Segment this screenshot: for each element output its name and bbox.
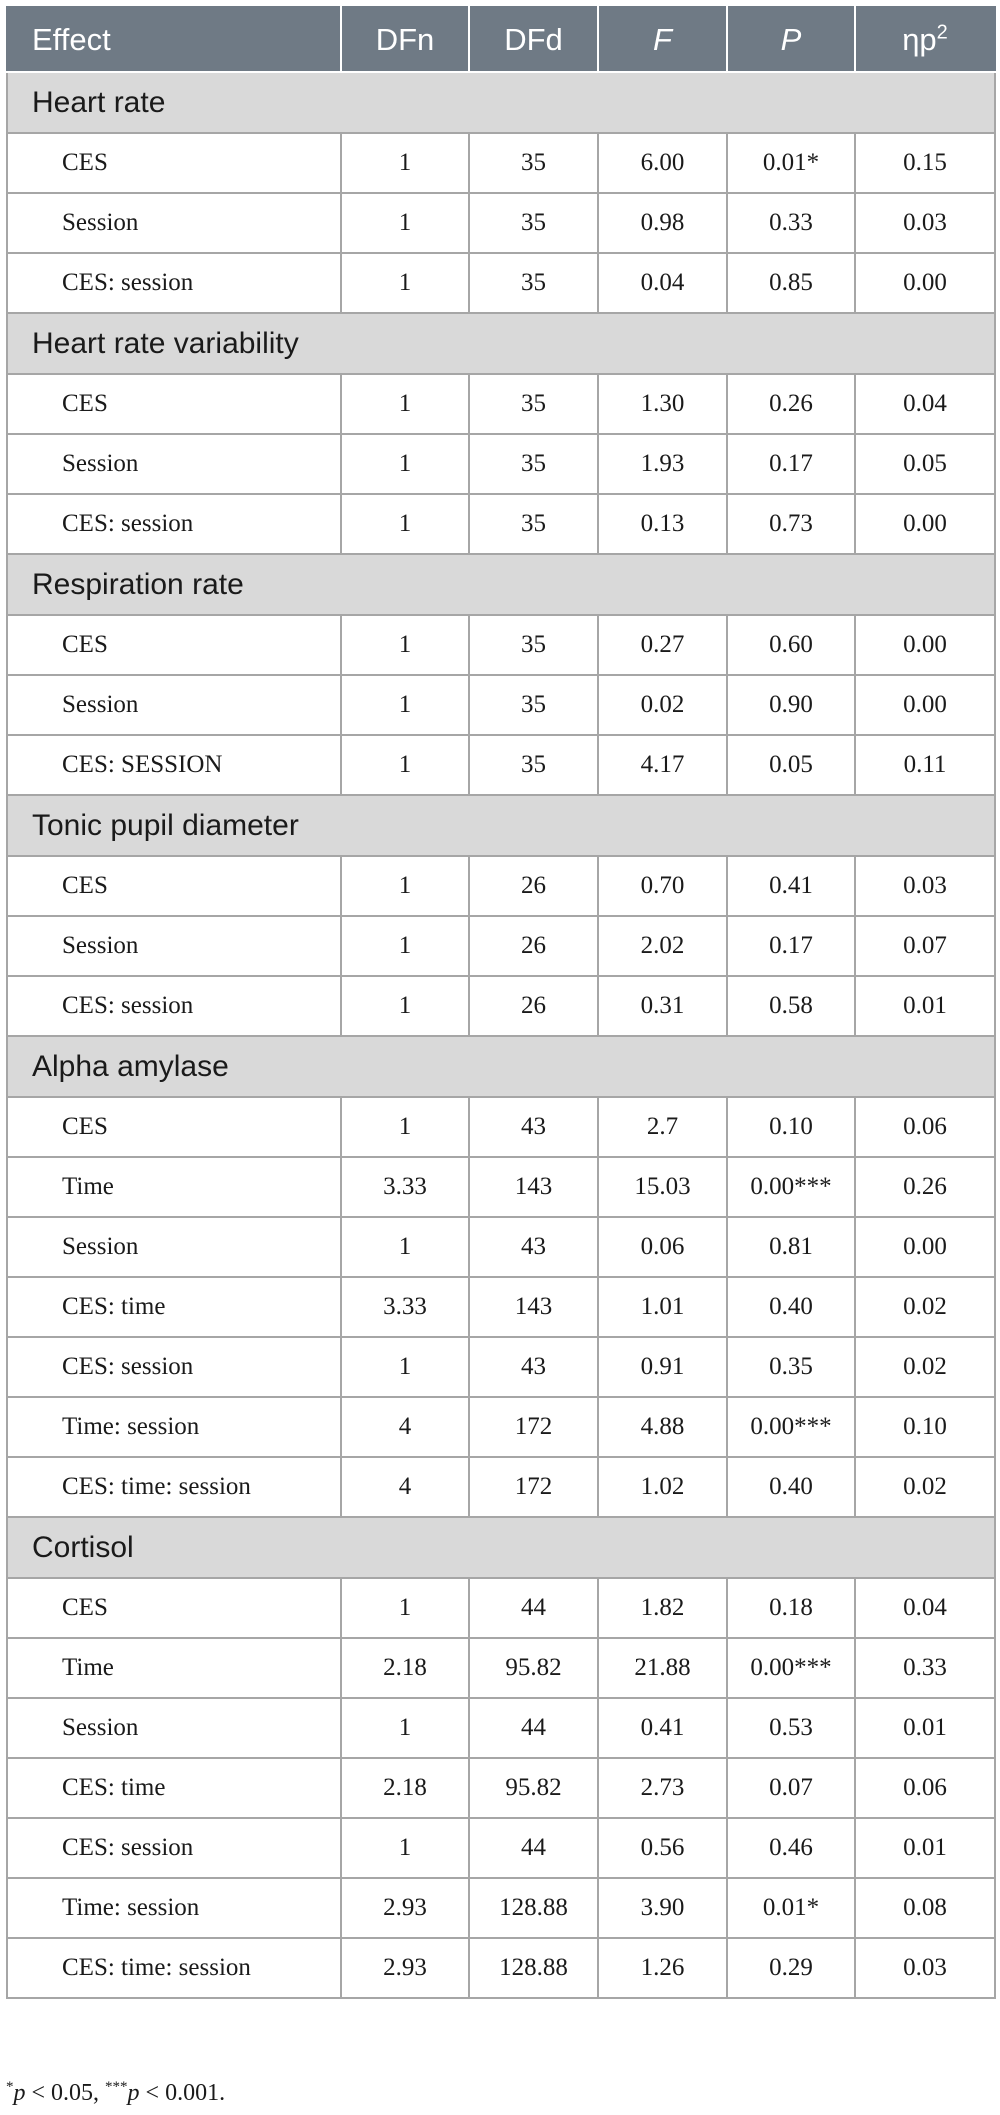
cell-eta: 0.02 xyxy=(855,1457,995,1517)
cell-p: 0.90 xyxy=(727,675,855,735)
cell-dfd: 43 xyxy=(469,1337,598,1397)
group-header-row xyxy=(7,1517,995,1578)
cell-dfd: 26 xyxy=(469,976,598,1036)
cell-p: 0.18 xyxy=(727,1578,855,1638)
cell-eta: 0.07 xyxy=(855,916,995,976)
group-header-row xyxy=(7,72,995,133)
cell-effect: CES: time: session xyxy=(7,1938,341,1998)
table-row xyxy=(7,1397,995,1457)
cell-p: 0.40 xyxy=(727,1457,855,1517)
cell-dfd: 128.88 xyxy=(469,1938,598,1998)
cell-eta: 0.00 xyxy=(855,253,995,313)
cell-effect: CES xyxy=(7,615,341,675)
table-row xyxy=(7,675,995,735)
cell-effect: Time xyxy=(7,1638,341,1698)
cell-effect: CES: session xyxy=(7,494,341,554)
cell-effect: Session xyxy=(7,434,341,494)
group-header-row xyxy=(7,313,995,374)
cell-effect: CES xyxy=(7,856,341,916)
cell-dfd: 143 xyxy=(469,1277,598,1337)
cell-eta: 0.00 xyxy=(855,615,995,675)
cell-effect: CES: time xyxy=(7,1277,341,1337)
cell-eta: 0.06 xyxy=(855,1097,995,1157)
group-title: Respiration rate xyxy=(7,554,995,615)
table-row xyxy=(7,374,995,434)
cell-dfd: 35 xyxy=(469,193,598,253)
group-title: Alpha amylase xyxy=(7,1036,995,1097)
table-footnote xyxy=(6,2080,225,2107)
cell-dfn: 1 xyxy=(341,434,469,494)
group-header-row xyxy=(7,795,995,856)
cell-eta: 0.00 xyxy=(855,494,995,554)
group-header-row xyxy=(7,1036,995,1097)
cell-eta: 0.05 xyxy=(855,434,995,494)
table-row xyxy=(7,133,995,193)
cell-p: 0.58 xyxy=(727,976,855,1036)
cell-dfn: 1 xyxy=(341,976,469,1036)
cell-dfn: 4 xyxy=(341,1457,469,1517)
cell-f: 1.30 xyxy=(598,374,727,434)
table-row xyxy=(7,1938,995,1998)
cell-dfn: 2.18 xyxy=(341,1758,469,1818)
cell-f: 0.41 xyxy=(598,1698,727,1758)
table-row xyxy=(7,1457,995,1517)
table-row xyxy=(7,1638,995,1698)
table-row xyxy=(7,1578,995,1638)
header-eta-squared xyxy=(855,7,995,72)
cell-f: 1.01 xyxy=(598,1277,727,1337)
cell-p: 0.35 xyxy=(727,1337,855,1397)
table-row xyxy=(7,1337,995,1397)
cell-f: 1.02 xyxy=(598,1457,727,1517)
footnote-star-single: * xyxy=(6,2079,14,2095)
footnote-text-2: < 0.001. xyxy=(139,2080,226,2106)
cell-effect: Session xyxy=(7,193,341,253)
cell-p: 0.10 xyxy=(727,1097,855,1157)
cell-dfd: 95.82 xyxy=(469,1758,598,1818)
cell-p: 0.60 xyxy=(727,615,855,675)
header-eta-sup: 2 xyxy=(936,21,948,44)
cell-f: 1.26 xyxy=(598,1938,727,1998)
cell-p: 0.05 xyxy=(727,735,855,795)
cell-p: 0.17 xyxy=(727,434,855,494)
header-row xyxy=(7,7,995,72)
cell-p: 0.85 xyxy=(727,253,855,313)
cell-effect: Time: session xyxy=(7,1878,341,1938)
cell-dfd: 143 xyxy=(469,1157,598,1217)
group-title: Cortisol xyxy=(7,1517,995,1578)
table-row xyxy=(7,1758,995,1818)
cell-f: 0.04 xyxy=(598,253,727,313)
footnote-p-symbol: p xyxy=(127,2080,140,2106)
cell-dfd: 35 xyxy=(469,374,598,434)
cell-f: 0.56 xyxy=(598,1818,727,1878)
cell-eta: 0.03 xyxy=(855,193,995,253)
cell-dfd: 35 xyxy=(469,675,598,735)
cell-effect: Session xyxy=(7,1217,341,1277)
cell-f: 1.82 xyxy=(598,1578,727,1638)
cell-effect: CES: session xyxy=(7,1337,341,1397)
cell-eta: 0.15 xyxy=(855,133,995,193)
cell-dfn: 2.93 xyxy=(341,1878,469,1938)
footnote-p-symbol: p xyxy=(13,2080,26,2106)
table-row xyxy=(7,193,995,253)
cell-p: 0.41 xyxy=(727,856,855,916)
cell-eta: 0.01 xyxy=(855,1818,995,1878)
group-header-row xyxy=(7,554,995,615)
cell-p: 0.81 xyxy=(727,1217,855,1277)
cell-p: 0.01* xyxy=(727,1878,855,1938)
cell-eta: 0.08 xyxy=(855,1878,995,1938)
cell-f: 0.31 xyxy=(598,976,727,1036)
cell-p: 0.29 xyxy=(727,1938,855,1998)
cell-dfd: 95.82 xyxy=(469,1638,598,1698)
cell-effect: CES xyxy=(7,1578,341,1638)
cell-eta: 0.00 xyxy=(855,675,995,735)
cell-p: 0.46 xyxy=(727,1818,855,1878)
cell-dfn: 1 xyxy=(341,1097,469,1157)
cell-dfn: 3.33 xyxy=(341,1157,469,1217)
cell-f: 15.03 xyxy=(598,1157,727,1217)
table-row xyxy=(7,916,995,976)
table-header xyxy=(7,7,995,72)
table-row xyxy=(7,1217,995,1277)
cell-effect: CES xyxy=(7,374,341,434)
cell-p: 0.40 xyxy=(727,1277,855,1337)
cell-dfn: 1 xyxy=(341,615,469,675)
cell-effect: CES: session xyxy=(7,1818,341,1878)
cell-effect: CES: session xyxy=(7,976,341,1036)
cell-dfn: 1 xyxy=(341,133,469,193)
cell-p: 0.33 xyxy=(727,193,855,253)
cell-effect: Session xyxy=(7,916,341,976)
cell-eta: 0.03 xyxy=(855,856,995,916)
footnote-star-triple: *** xyxy=(105,2079,128,2095)
cell-dfn: 3.33 xyxy=(341,1277,469,1337)
cell-f: 0.98 xyxy=(598,193,727,253)
cell-p: 0.73 xyxy=(727,494,855,554)
cell-dfd: 35 xyxy=(469,615,598,675)
cell-p: 0.53 xyxy=(727,1698,855,1758)
cell-effect: CES xyxy=(7,133,341,193)
cell-f: 0.70 xyxy=(598,856,727,916)
cell-dfd: 35 xyxy=(469,494,598,554)
cell-dfn: 1 xyxy=(341,1337,469,1397)
cell-p: 0.17 xyxy=(727,916,855,976)
cell-dfn: 1 xyxy=(341,253,469,313)
cell-effect: CES: SESSION xyxy=(7,735,341,795)
cell-dfd: 26 xyxy=(469,916,598,976)
cell-f: 6.00 xyxy=(598,133,727,193)
cell-dfd: 26 xyxy=(469,856,598,916)
cell-effect: CES: time: session xyxy=(7,1457,341,1517)
cell-f: 0.13 xyxy=(598,494,727,554)
header-dfn: DFn xyxy=(341,7,469,72)
table-row xyxy=(7,1698,995,1758)
cell-dfn: 1 xyxy=(341,494,469,554)
table-row xyxy=(7,1097,995,1157)
header-p: P xyxy=(727,7,855,72)
cell-dfd: 128.88 xyxy=(469,1878,598,1938)
cell-dfn: 1 xyxy=(341,1818,469,1878)
cell-dfd: 43 xyxy=(469,1097,598,1157)
cell-f: 3.90 xyxy=(598,1878,727,1938)
cell-eta: 0.01 xyxy=(855,1698,995,1758)
cell-eta: 0.00 xyxy=(855,1217,995,1277)
table-row xyxy=(7,1157,995,1217)
cell-f: 2.7 xyxy=(598,1097,727,1157)
table-body xyxy=(7,72,995,1998)
cell-eta: 0.33 xyxy=(855,1638,995,1698)
cell-dfn: 1 xyxy=(341,1698,469,1758)
cell-p: 0.00*** xyxy=(727,1638,855,1698)
cell-dfd: 35 xyxy=(469,253,598,313)
cell-dfd: 44 xyxy=(469,1818,598,1878)
header-eta-base: ηp xyxy=(902,21,937,57)
cell-eta: 0.11 xyxy=(855,735,995,795)
cell-dfd: 44 xyxy=(469,1578,598,1638)
cell-dfn: 1 xyxy=(341,675,469,735)
cell-dfd: 172 xyxy=(469,1457,598,1517)
cell-f: 1.93 xyxy=(598,434,727,494)
cell-effect: Session xyxy=(7,1698,341,1758)
cell-effect: CES xyxy=(7,1097,341,1157)
cell-dfd: 172 xyxy=(469,1397,598,1457)
cell-f: 4.17 xyxy=(598,735,727,795)
cell-dfd: 35 xyxy=(469,735,598,795)
cell-eta: 0.02 xyxy=(855,1277,995,1337)
anova-table xyxy=(6,6,996,1999)
cell-p: 0.00*** xyxy=(727,1157,855,1217)
cell-p: 0.26 xyxy=(727,374,855,434)
cell-f: 0.91 xyxy=(598,1337,727,1397)
cell-dfd: 44 xyxy=(469,1698,598,1758)
cell-dfn: 1 xyxy=(341,856,469,916)
cell-effect: Session xyxy=(7,675,341,735)
table-row xyxy=(7,615,995,675)
cell-eta: 0.06 xyxy=(855,1758,995,1818)
table-row xyxy=(7,976,995,1036)
cell-effect: CES: time xyxy=(7,1758,341,1818)
cell-f: 4.88 xyxy=(598,1397,727,1457)
cell-dfn: 1 xyxy=(341,1217,469,1277)
footnote-text-1: < 0.05, xyxy=(25,2080,106,2106)
cell-eta: 0.04 xyxy=(855,374,995,434)
table-row xyxy=(7,856,995,916)
cell-dfn: 4 xyxy=(341,1397,469,1457)
cell-dfd: 35 xyxy=(469,434,598,494)
cell-dfd: 35 xyxy=(469,133,598,193)
cell-f: 2.02 xyxy=(598,916,727,976)
header-effect: Effect xyxy=(7,7,341,72)
table-row xyxy=(7,1277,995,1337)
cell-f: 0.06 xyxy=(598,1217,727,1277)
table-row xyxy=(7,1878,995,1938)
table-row xyxy=(7,494,995,554)
cell-eta: 0.03 xyxy=(855,1938,995,1998)
group-title: Heart rate variability xyxy=(7,313,995,374)
cell-p: 0.00*** xyxy=(727,1397,855,1457)
cell-dfd: 43 xyxy=(469,1217,598,1277)
cell-eta: 0.02 xyxy=(855,1337,995,1397)
table-row xyxy=(7,735,995,795)
group-title: Heart rate xyxy=(7,72,995,133)
cell-p: 0.01* xyxy=(727,133,855,193)
cell-dfn: 1 xyxy=(341,374,469,434)
cell-effect: CES: session xyxy=(7,253,341,313)
cell-dfn: 2.18 xyxy=(341,1638,469,1698)
table-row xyxy=(7,253,995,313)
cell-effect: Time xyxy=(7,1157,341,1217)
cell-f: 2.73 xyxy=(598,1758,727,1818)
cell-eta: 0.01 xyxy=(855,976,995,1036)
header-f: F xyxy=(598,7,727,72)
cell-eta: 0.04 xyxy=(855,1578,995,1638)
cell-effect: Time: session xyxy=(7,1397,341,1457)
cell-f: 0.27 xyxy=(598,615,727,675)
header-dfd: DFd xyxy=(469,7,598,72)
cell-dfn: 2.93 xyxy=(341,1938,469,1998)
cell-dfn: 1 xyxy=(341,1578,469,1638)
table-row xyxy=(7,1818,995,1878)
group-title: Tonic pupil diameter xyxy=(7,795,995,856)
cell-p: 0.07 xyxy=(727,1758,855,1818)
table-row xyxy=(7,434,995,494)
cell-eta: 0.26 xyxy=(855,1157,995,1217)
cell-eta: 0.10 xyxy=(855,1397,995,1457)
cell-dfn: 1 xyxy=(341,193,469,253)
anova-table-container xyxy=(6,6,994,1999)
cell-dfn: 1 xyxy=(341,735,469,795)
cell-dfn: 1 xyxy=(341,916,469,976)
cell-f: 0.02 xyxy=(598,675,727,735)
cell-f: 21.88 xyxy=(598,1638,727,1698)
